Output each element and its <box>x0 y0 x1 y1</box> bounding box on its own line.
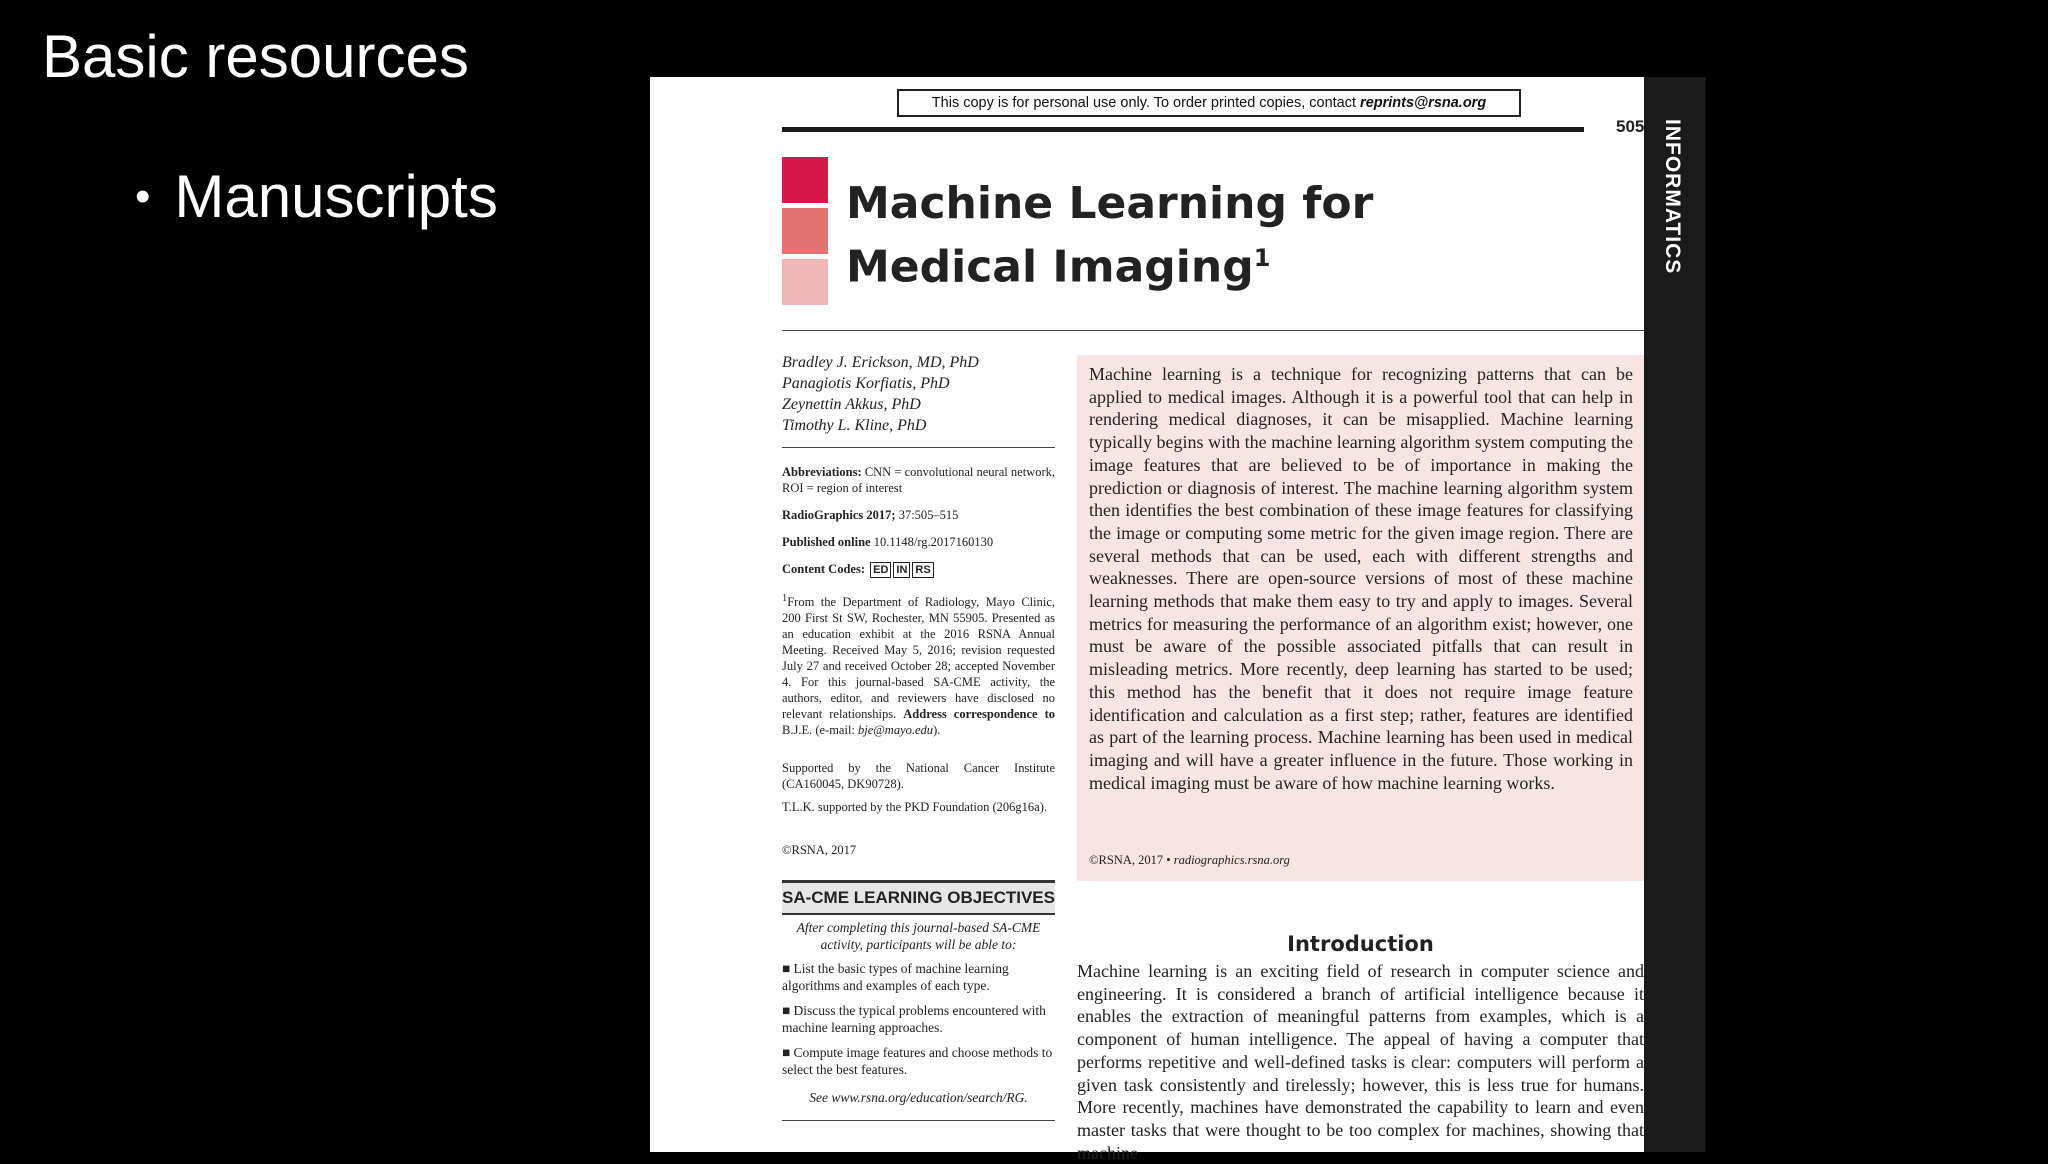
cme-heading: SA-CME LEARNING OBJECTIVES <box>782 880 1055 915</box>
cme-see-link[interactable]: See www.rsna.org/education/search/RG. <box>809 1090 1028 1105</box>
section-label: INFORMATICS <box>1661 119 1684 275</box>
title-square-light <box>782 259 828 305</box>
abstract-text: Machine learning is a technique for recognizing patterns that can be applied to medical images. Although it is a powerful tool that can help in rendering medical diagnoses, it can be misapplied. Machine learning typically begins with the machine learning algorithm system computing the image features that are believed to be of importance in making the prediction or diagnosis of interest. The machine learning algorithm system then identifies the best combination of these image features for classifying the image or computing some metric for the given image region. There are several methods that can be used, each with different strengths and weaknesses. There are open-source versions of most of these machine learning methods that make them easy to try and apply to images. Several metrics for measuring the performance of an algorithm exist; however, one must be aware of the possible associated pitfalls that can result in misleading metrics. More recently, deep learning has started to be used; this method has the benefit that it does not require image feature identification and calculation as a first step; rather, features are identified as part of the learning process. Machine learning has been used in medical imaging and will have a greater influence in the future. Those working in medical imaging must be aware of how machine learning works. <box>1089 364 1633 793</box>
bullet-item <box>135 162 498 231</box>
abstract-footer: ©RSNA, 2017 • radiographics.rsna.org <box>1089 853 1290 867</box>
bullet-dot-icon: • <box>135 171 151 221</box>
manuscript-page <box>650 77 1706 1163</box>
cme-rule <box>782 1120 1055 1121</box>
affiliation: $^1$From the Department of Radiology, Mayo Clinic, 200 First St SW, Rochester, MN 55905. Presented as an education exhibit at the 2016 RSNA Annual Meeting. Received May 5, 2016; revision requested July 27 and received October 28; accepted November 4. For this journal-based SA-CME activity, the authors, editor, and reviewers have disclosed no relevant relationships. Address correspondence to B.J.E. (e-mail: bje@mayo.edu). <box>782 593 1055 738</box>
content-code-badge: RS <box>912 562 933 578</box>
slide-title: Basic resources <box>42 23 469 90</box>
cme-objective: ■ List the basic types of machine learning algorithms and examples of each type. <box>782 961 1009 993</box>
journal-citation: RadioGraphics 2017; 37:505–515 <box>782 508 959 522</box>
content-code-badge: ED <box>870 562 891 578</box>
cme-intro: After completing this journal-based SA-CME activity, participants will be able to: <box>796 920 1041 952</box>
introduction-heading: Introduction <box>1287 932 1434 956</box>
published-online: Published online 10.1148/rg.2017160130 <box>782 535 994 549</box>
author-list <box>782 352 979 436</box>
correspondence-email[interactable]: bje@mayo.edu <box>858 723 934 738</box>
title-rule <box>782 330 1645 331</box>
support-note: Supported by the National Cancer Institute (CA160045, DK90728). <box>782 761 1055 791</box>
cme-objective: ■ Discuss the typical problems encountered with machine learning approaches. <box>782 1003 1046 1035</box>
author: Panagiotis Korfiatis, PhD <box>782 375 950 392</box>
bullet-label: Manuscripts <box>174 163 498 230</box>
page-number: 505 <box>1616 117 1645 136</box>
article-title: Machine Learning for Medical Imaging$^1$ <box>846 178 1374 293</box>
cme-objective: ■ Compute image features and choose methods to select the best features. <box>782 1045 1053 1077</box>
copy-notice: This copy is for personal use only. To order printed copies, contact reprints@rsna.org <box>897 89 1521 117</box>
author: Bradley J. Erickson, MD, PhD <box>782 354 979 371</box>
introduction-text: Machine learning is an exciting field of research in computer science and engineering. It is considered a branch of artificial intelligence because it enables the extraction of meaningful patterns from examples, which is a component of human intelligence. The appeal of having a computer that performs repetitive and well-defined tasks is clear: computers will perform a given task consistently and tirelessly; however, this is less true for humans. More recently, machines have demonstrated the capability to learn and even master tasks that were thought to be too complex for machines, showing that machine <box>1077 961 1644 1163</box>
content-code-badge: IN <box>893 562 910 578</box>
title-square-mid <box>782 208 828 254</box>
author: Zeynettin Akkus, PhD <box>782 396 921 413</box>
copyright: ©RSNA, 2017 <box>782 843 857 857</box>
support-note: T.L.K. supported by the PKD Foundation (206g16a). <box>782 800 1048 814</box>
title-superscript: 1 <box>1253 244 1271 272</box>
author: Timothy L. Kline, PhD <box>782 417 927 434</box>
header-rule <box>782 127 1584 132</box>
journal-site-link[interactable]: radiographics.rsna.org <box>1173 853 1290 867</box>
content-codes: Content Codes: ED IN RS <box>782 561 1055 578</box>
abbreviations: Abbreviations: CNN = convolutional neural network, ROI = region of interest <box>782 465 1055 495</box>
copy-notice-email[interactable]: reprints@rsna.org <box>1360 95 1487 111</box>
abstract-box <box>1077 355 1644 881</box>
section-sidebar <box>1644 77 1706 1152</box>
title-square-dark <box>782 157 828 203</box>
authors-rule <box>782 447 1055 448</box>
doi-link[interactable]: 10.1148/rg.2017160130 <box>873 535 994 549</box>
